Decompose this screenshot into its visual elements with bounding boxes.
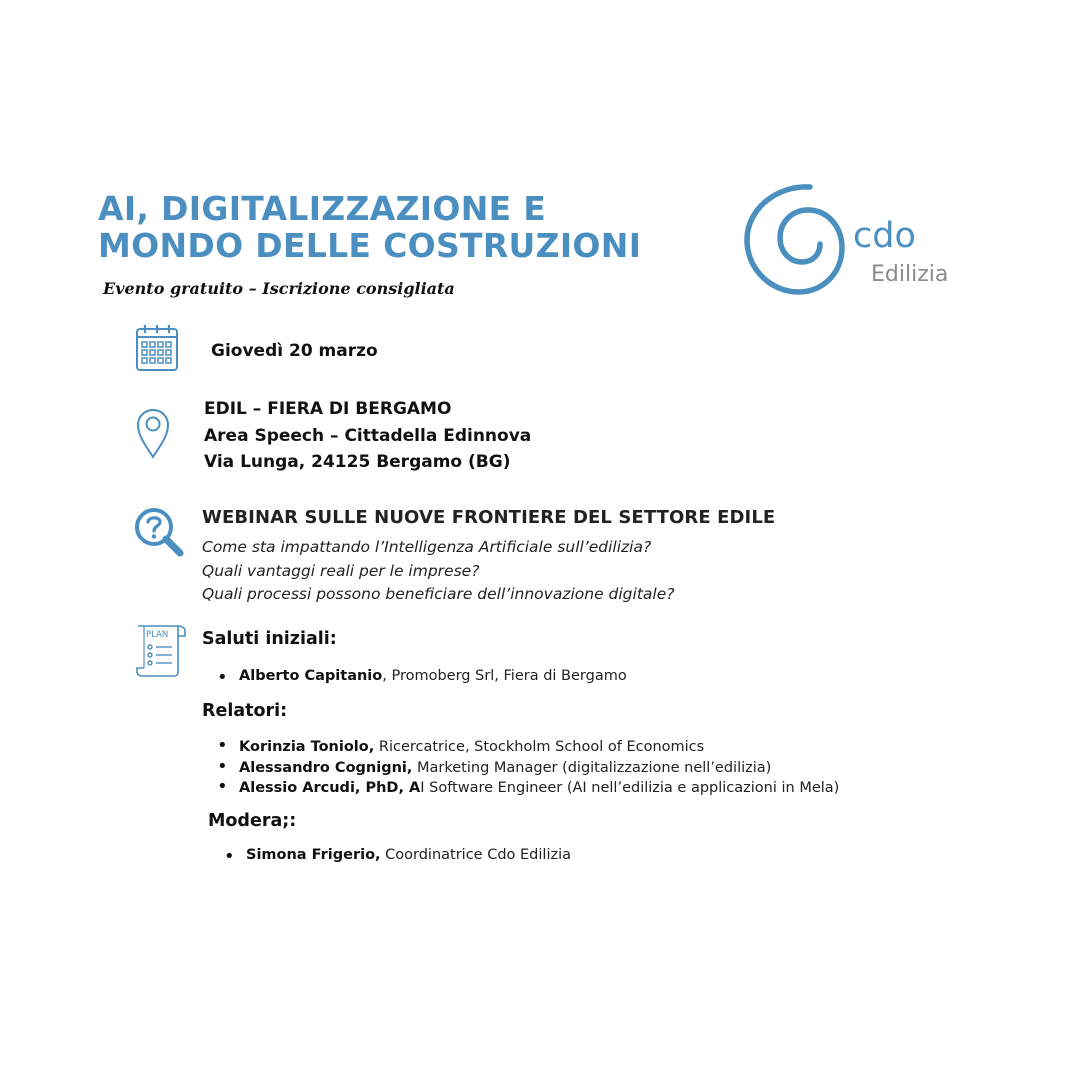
question-3: Quali processi possono beneficiare dell’innovazione digitale? (202, 585, 675, 603)
venue-line-3: Via Lunga, 24125 Bergamo (BG) (204, 452, 511, 472)
event-date: Giovedì 20 marzo (211, 341, 378, 361)
location-pin-icon (136, 408, 170, 460)
person-name: Korinzia Toniolo, (239, 739, 375, 755)
event-venue (204, 396, 531, 476)
subtitle: Evento gratuito – Iscrizione consigliata (103, 279, 455, 298)
title-line-1: AI, DIGITALIZZAZIONE E (98, 189, 547, 228)
person-name: Alessandro Cognigni, (239, 759, 413, 776)
greetings-heading: Saluti iniziali: (202, 629, 337, 649)
plan-icon-label: PLAN (146, 630, 169, 640)
list-item (217, 737, 839, 758)
page-title (98, 190, 641, 264)
question-magnifier-icon (134, 507, 186, 559)
title-line-2: MONDO DELLE COSTRUZIONI (98, 226, 642, 265)
person-role: Coordinatrice Cdo Edilizia (380, 847, 572, 863)
question-1: Come sta impattando l’Intelligenza Artificiale sull’edilizia? (202, 538, 652, 556)
list-item (217, 668, 627, 684)
moderator-heading: Modera;: (208, 811, 297, 831)
logo-brand-text: cdo (853, 216, 916, 256)
person-name: Simona Frigerio, (246, 847, 381, 863)
venue-line-1: EDIL – FIERA DI BERGAMO (204, 399, 452, 419)
person-role: Ricercatrice, Stockholm School of Economics (374, 739, 705, 755)
venue-line-2: Area Speech – Cittadella Edinnova (204, 425, 532, 446)
webinar-questions (202, 536, 674, 607)
calendar-icon (134, 323, 180, 373)
person-name: Alberto Capitanio (239, 668, 383, 684)
person-role: I Software Engineer (AI nell’edilizia e applicazioni in Mela) (420, 780, 840, 796)
moderator-list (224, 847, 571, 863)
list-item (224, 847, 571, 863)
plan-document-icon (134, 622, 188, 678)
speakers-list (217, 737, 839, 799)
logo-sub-text: Edilizia (871, 262, 949, 287)
question-2: Quali vantaggi reali per le imprese? (202, 561, 480, 580)
person-role: Marketing Manager (digitalizzazione nell’edilizia) (412, 759, 772, 776)
greetings-list (217, 668, 627, 684)
list-item (217, 758, 839, 779)
person-role: , Promoberg Srl, Fiera di Bergamo (382, 668, 627, 684)
webinar-title: WEBINAR SULLE NUOVE FRONTIERE DEL SETTORE EDILE (202, 507, 776, 528)
speakers-heading: Relatori: (202, 701, 288, 721)
person-name: Alessio Arcudi, PhD, A (239, 780, 421, 796)
list-item (217, 778, 839, 799)
